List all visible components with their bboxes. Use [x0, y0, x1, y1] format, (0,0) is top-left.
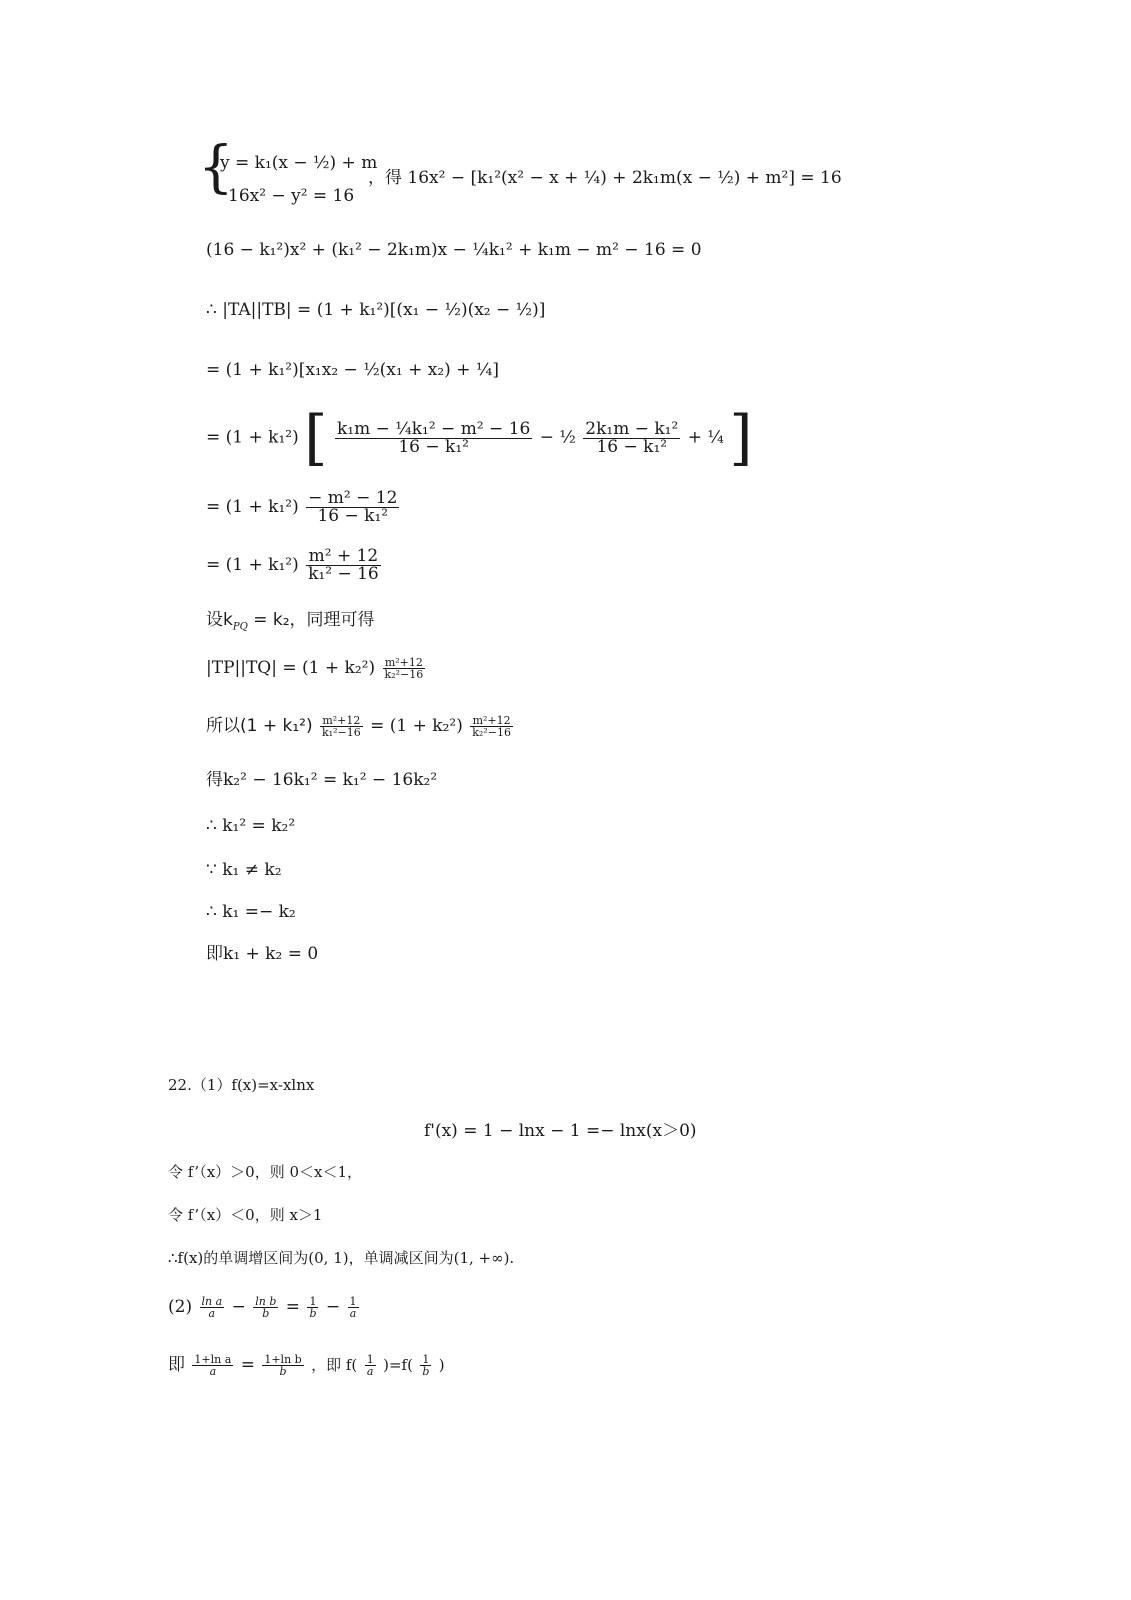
- so-equation: 所以(1 + k₁²) $\frac{\text{m²+12}}{\text{k₁²−16}}$ = (1 + k₂²) $\frac{\text{m²+12}}{\text{k₂²−16}}$: [206, 714, 511, 739]
- sys-result: ，得 16x² − [k₁²(x² − x + ¼) + 2k₁m(x − ½) + m²] = 16: [368, 168, 842, 188]
- step5: = (1 + k₁²) $\frac{\text{m² + 12}}{\text{k₁² − 16}}$: [206, 546, 379, 584]
- because-line: ∵ k₁ ≠ k₂: [206, 860, 282, 880]
- monotonic-line: ∴f(x)的单调增区间为(0, 1)，单调减区间为(1, +∞).: [168, 1249, 515, 1267]
- derivative-line: f'(x) = 1 − lnx − 1 =− lnx(x＞0): [424, 1121, 697, 1141]
- part2-line: (2) $\frac{\text{ln a}}{a}$ − $\frac{\text{ln b}}{b}$ = $\frac{1}{b}$ − $\frac{1}{a}$: [168, 1295, 357, 1320]
- tp-tq-product: |TP||TQ| = (1 + k₂²) $\frac{\text{m²+12}}{\text{k₂²−16}}$: [206, 656, 424, 681]
- step4: = (1 + k₁²) $\frac{\text{− m² − 12}}{\text{16 − k₁²}}$: [206, 488, 398, 526]
- therefore-line2: ∴ k₁ =− k₂: [206, 902, 296, 922]
- step2: = (1 + k₁²)[x₁x₂ − ½(x₁ + x₂) + ¼]: [206, 360, 499, 380]
- ling-line1: 令 f’（x）＞0，则 0＜x＜1，: [168, 1163, 363, 1181]
- sys-eq1: y = k₁(x − ½) + m: [220, 153, 378, 173]
- set-kpq: 设$k_{PQ} = k_2$，同理可得: [206, 610, 375, 633]
- step4-frac: $\frac{\text{− m² − 12}}{\text{16 − k₁²}}$: [308, 488, 398, 526]
- ie-line: 即k₁ + k₂ = 0: [206, 944, 319, 964]
- ta-tb-product: ∴ |TA||TB| = (1 + k₁²)[(x₁ − ½)(x₂ − ½)]: [206, 300, 546, 320]
- step3-frac2: $\frac{\text{2k₁m − k₁²}}{\text{16 − k₁²}}$: [585, 418, 679, 457]
- step3-frac1: $\frac{\text{k₁m − ¼k₁² − m² − 16}}{\text{16 − k₁²}}$: [336, 418, 531, 457]
- q22-heading: 22.（1）f(x)=x-xlnx: [168, 1076, 315, 1094]
- quadratic-eq: (16 − k₁²)x² + (k₁² − 2k₁m)x − ¼k₁² + k₁m − m² − 16 = 0: [206, 240, 702, 260]
- sys-eq2: 16x² − y² = 16: [228, 186, 355, 206]
- system-brace: {: [198, 135, 234, 200]
- ji-line: 即 $\frac{\text{1+ln a}}{a}$ = $\frac{\text{1+ln b}}{b}$ ，即 f( $\frac{1}{a}$ )=f( $\frac{1}{b}$ ): [168, 1353, 445, 1378]
- step3: = (1 + k₁²) [ $\frac{\text{k₁m − ¼k₁² − m² − 16}}{\text{16 − k₁²}}$ − ½ $\frac{\text{2k₁m − k₁²}}{\text{16 − k₁²}}$ + ¼ ]: [206, 403, 753, 473]
- ling-line2: 令 f’（x）＜0，则 x＞1: [168, 1206, 323, 1224]
- get-line: 得k₂² − 16k₁² = k₁² − 16k₂²: [206, 770, 438, 790]
- step5-frac: $\frac{\text{m² + 12}}{\text{k₁² − 16}}$: [308, 546, 379, 584]
- therefore-line1: ∴ k₁² = k₂²: [206, 816, 296, 836]
